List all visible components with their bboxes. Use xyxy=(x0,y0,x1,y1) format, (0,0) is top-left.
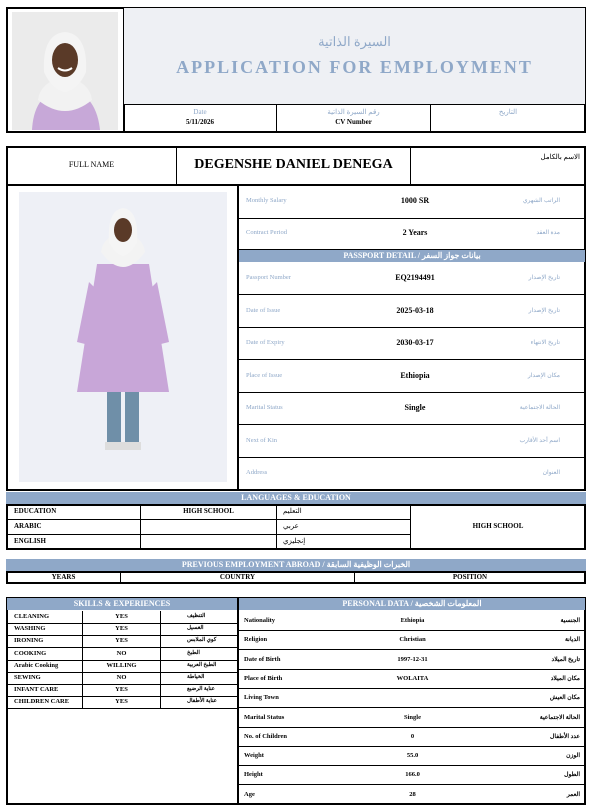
skill-value: YES xyxy=(115,637,128,645)
passport-label: Date of Expiry xyxy=(246,339,285,346)
personal-label-ar: مكان العيش xyxy=(549,695,580,702)
language-label: ARABIC xyxy=(14,522,42,530)
passport-value: 2030-03-17 xyxy=(396,338,434,347)
row-divider xyxy=(239,457,585,458)
skill-name-ar: عناية الرضيع xyxy=(187,686,215,693)
full-name-label: FULL NAME xyxy=(68,160,115,169)
personal-label-ar: مكان الميلاد xyxy=(550,675,580,682)
education-value: HIGH SCHOOL xyxy=(472,522,524,530)
skill-name-ar: كوي الملابس xyxy=(187,637,217,644)
passport-label: Date of Issue xyxy=(246,306,281,314)
contract-label: Monthly Salary xyxy=(246,197,287,204)
personal-label-ar: الوزن xyxy=(566,753,580,760)
skill-value: YES xyxy=(115,686,128,694)
skill-name-ar: الطبخ العربية xyxy=(187,661,217,668)
employment-header: PREVIOUS EMPLOYMENT ABROAD / الخبرات الوظيفية السابقة xyxy=(6,559,586,571)
passport-label-ar: الحالة الاجتماعية xyxy=(519,405,560,411)
skill-value: NO xyxy=(116,674,127,681)
passport-label: Address xyxy=(246,469,268,476)
personal-value: 166.0 xyxy=(405,771,420,779)
row-divider xyxy=(239,359,585,360)
skill-value: WILLING xyxy=(106,661,137,669)
employment-col-country: COUNTRY xyxy=(219,573,256,581)
personal-value: 1997-12-31 xyxy=(397,655,428,663)
skill-name: CLEANING xyxy=(14,613,50,620)
row-divider xyxy=(239,784,585,785)
personal-value: WOLAITA xyxy=(396,674,429,682)
personal-value: 0 xyxy=(410,732,415,740)
full-name-label-ar: الاسم بالكامل xyxy=(540,153,580,161)
skill-name: WASHING xyxy=(14,625,46,633)
skill-value: YES xyxy=(115,613,128,620)
row-divider xyxy=(7,684,237,685)
personal-label: Age xyxy=(244,790,255,798)
personal-label-ar: عدد الأطفال xyxy=(550,733,580,740)
skill-name: SEWING xyxy=(14,674,41,681)
header-title-ar: السيرة الذاتية xyxy=(318,34,391,49)
row-divider xyxy=(239,649,585,650)
passport-value: Single xyxy=(404,403,426,412)
personal-label-ar: الحالة الاجتماعية xyxy=(539,714,580,721)
row-divider xyxy=(239,327,585,328)
passport-label-ar: تاريخ الإصدار xyxy=(528,275,560,281)
skill-value: NO xyxy=(116,649,127,657)
language-label-ar: التعليم xyxy=(283,507,302,515)
personal-label-ar: تاريخ الميلاد xyxy=(551,656,580,663)
profile-photo-large xyxy=(19,192,227,482)
skill-name: IRONING xyxy=(14,637,44,645)
passport-label-ar: مكان الإصدار xyxy=(527,372,560,379)
row-divider xyxy=(7,708,237,709)
personal-label: Weight xyxy=(244,752,264,760)
contract-label-ar: مدة العقد xyxy=(536,230,560,236)
language-label-ar: إنجليزي xyxy=(283,537,306,545)
personal-header: PERSONAL DATA / المعلومات الشخصية xyxy=(239,598,585,610)
personal-label: Date of Birth xyxy=(244,655,281,663)
row-divider xyxy=(239,424,585,425)
skill-value: YES xyxy=(115,625,128,633)
row-divider xyxy=(239,294,585,295)
date-value: 5/11/2026 xyxy=(185,118,214,126)
skill-name: Arabic Cooking xyxy=(14,661,59,669)
passport-label-ar: العنوان xyxy=(542,470,560,476)
row-divider xyxy=(7,660,237,661)
personal-value: Ethiopia xyxy=(400,617,425,624)
passport-label: Next of Kin xyxy=(246,436,278,444)
employment-col-years: YEARS xyxy=(51,573,76,581)
skill-value: YES xyxy=(115,698,128,706)
language-label-ar: عربي xyxy=(283,522,299,530)
contract-label-ar: الراتب الشهري xyxy=(522,198,560,204)
personal-value: 55.0 xyxy=(406,752,419,760)
full-name-value: DEGENSHE DANIEL DENEGA xyxy=(194,157,393,172)
passport-label: Place of Issue xyxy=(246,371,283,379)
personal-label: Nationality xyxy=(244,617,276,624)
personal-value: Christian xyxy=(399,636,426,644)
passport-value: 2025-03-18 xyxy=(396,305,434,315)
skill-name: COOKING xyxy=(14,649,47,657)
skill-name-ar: التنظيف xyxy=(187,613,206,619)
row-divider xyxy=(239,727,585,728)
employment-col-position: POSITION xyxy=(452,573,488,581)
skill-name: INFANT CARE xyxy=(14,686,59,694)
contract-value: 2 Years xyxy=(402,228,428,237)
header-title-area xyxy=(124,8,585,104)
personal-label-ar: الديانة xyxy=(564,637,580,644)
personal-value: Single xyxy=(404,713,421,721)
passport-header: PASSPORT DETAIL / بيانات جواز السفر xyxy=(239,250,585,262)
skill-name-ar: الطبخ xyxy=(187,649,200,656)
row-divider xyxy=(239,669,585,670)
passport-label-ar: تاريخ الانتهاء xyxy=(530,340,560,346)
contract-value: 1000 SR xyxy=(400,196,430,205)
row-divider xyxy=(7,623,237,624)
passport-value: EQ2194491 xyxy=(395,273,435,282)
personal-label: Place of Birth xyxy=(244,674,283,682)
skill-name: CHILDREN CARE xyxy=(14,698,70,706)
row-divider xyxy=(239,630,585,631)
passport-label: Marital Status xyxy=(246,404,283,411)
cv-label-en: CV Number xyxy=(335,118,372,126)
languages-header: LANGUAGES & EDUCATION xyxy=(6,492,586,504)
row-divider xyxy=(239,218,585,219)
personal-label: Religion xyxy=(244,636,268,644)
personal-label: Height xyxy=(244,771,263,779)
header-title-en: APPLICATION FOR EMPLOYMENT xyxy=(176,57,533,77)
passport-value: Ethiopia xyxy=(400,370,430,380)
skill-name-ar: الخياطة xyxy=(187,674,205,680)
passport-label-ar: اسم أحد الأقارب xyxy=(519,437,560,444)
row-divider xyxy=(7,672,237,673)
skills-header: SKILLS & EXPERIENCES xyxy=(7,598,237,610)
profile-photo-small xyxy=(12,12,118,130)
contract-label: Contract Period xyxy=(246,229,287,236)
language-label: EDUCATION xyxy=(14,507,57,515)
language-label: ENGLISH xyxy=(14,537,46,545)
row-divider xyxy=(239,707,585,708)
passport-label-ar: تاريخ الإصدار xyxy=(528,307,560,314)
row-divider xyxy=(7,647,237,648)
personal-label: Marital Status xyxy=(244,713,285,721)
row-divider xyxy=(239,746,585,747)
skill-name-ar: الغسيل xyxy=(187,625,204,632)
personal-label-ar: الجنسية xyxy=(560,618,580,624)
date-label-ar: التاريخ xyxy=(498,108,518,116)
passport-label: Passport Number xyxy=(246,274,291,281)
cv-label-ar: رقم السيرة الذاتية xyxy=(327,108,380,116)
personal-label: Living Town xyxy=(244,694,279,702)
row-divider xyxy=(239,765,585,766)
personal-label-ar: الطول xyxy=(564,772,580,779)
skill-name-ar: عناية الأطفال xyxy=(187,698,217,705)
personal-label-ar: العمر xyxy=(566,791,580,798)
personal-value: 28 xyxy=(409,790,416,798)
row-divider xyxy=(239,392,585,393)
personal-label: No. of Children xyxy=(244,732,288,740)
language-level: HIGH SCHOOL xyxy=(183,507,234,515)
row-divider xyxy=(239,688,585,689)
date-label: Date xyxy=(193,108,207,116)
